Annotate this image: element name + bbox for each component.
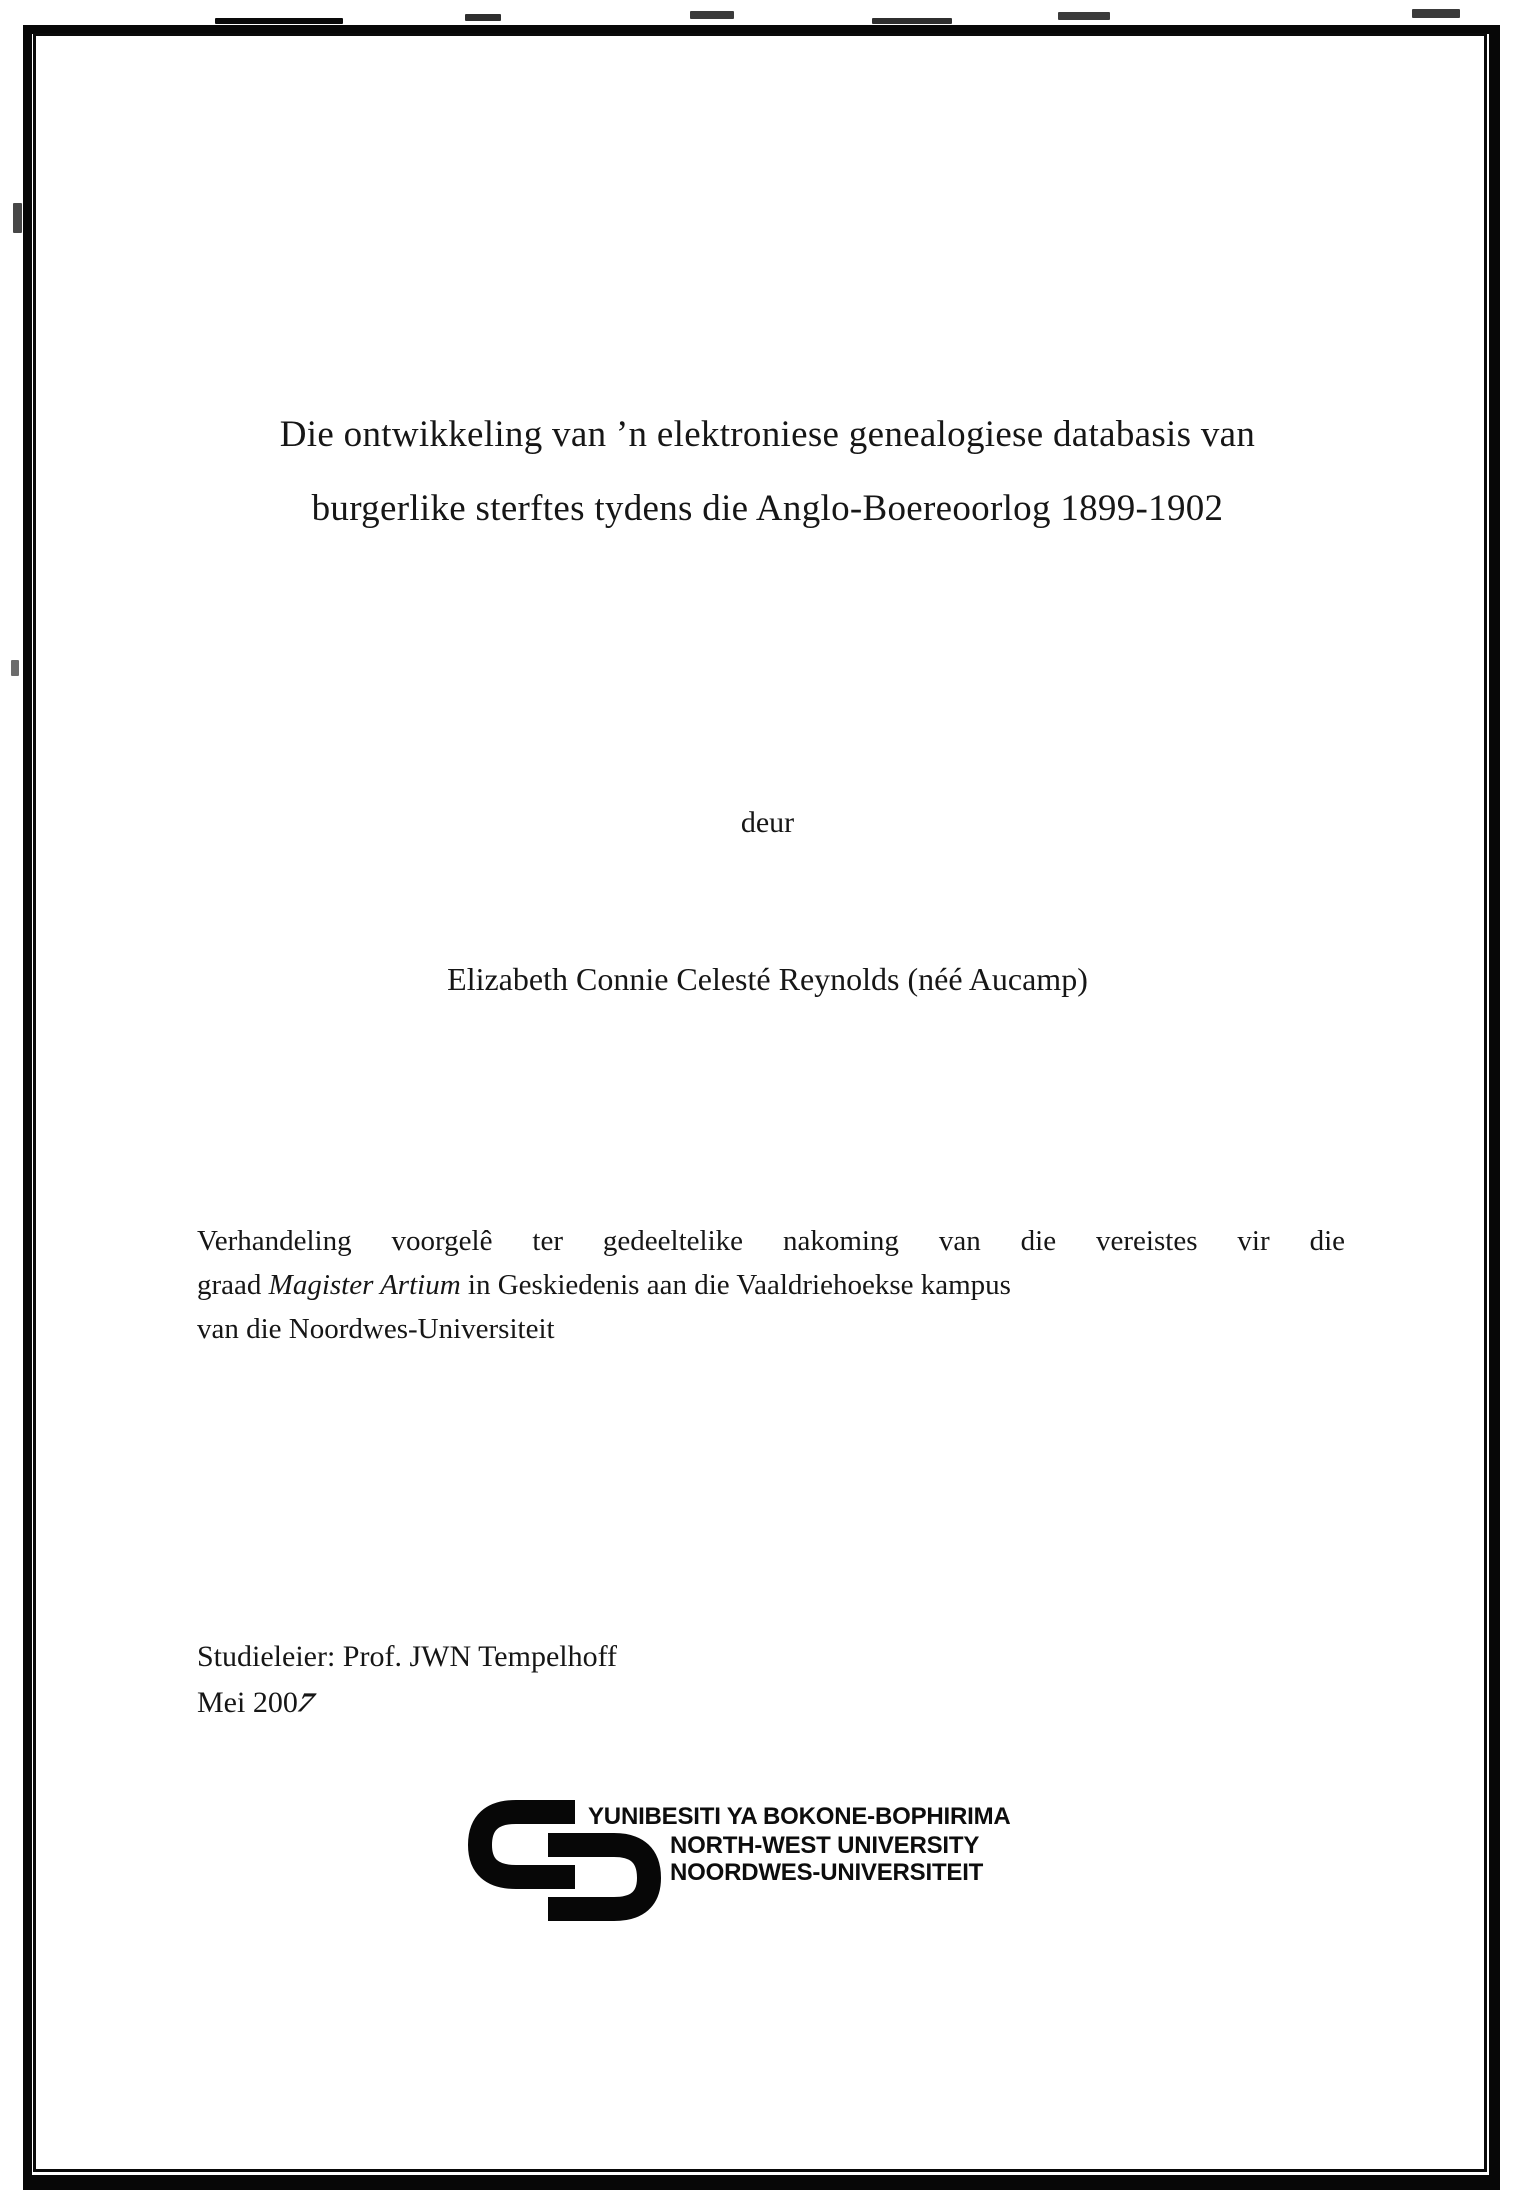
page-title — [190, 398, 1345, 546]
scan-noise-speck — [465, 14, 501, 21]
scan-noise-speck — [1058, 12, 1110, 20]
author-name: Elizabeth Connie Celesté Reynolds (néé Aucamp) — [447, 961, 1088, 997]
thesis-statement-line2 — [197, 1263, 1345, 1307]
supervisor-line: Studieleier: Prof. JWN Tempelhoff — [197, 1640, 618, 1673]
scan-noise-speck — [1412, 9, 1460, 18]
scan-noise-speck — [215, 18, 343, 24]
thesis-statement — [197, 1219, 1345, 1351]
scan-noise-speck — [13, 203, 22, 233]
byline-label: deur — [740, 806, 795, 839]
thesis-statement-line3: van die Noordwes-Universiteit — [197, 1313, 555, 1345]
logo-text-afrikaans: NOORDWES-UNIVERSITEIT — [670, 1859, 984, 1886]
date-line — [197, 1680, 1097, 1726]
page-title-line1: Die ontwikkeling van ’n elektroniese genealogiese databasis van — [279, 414, 1256, 455]
logo-text-english: NORTH-WEST UNIVERSITY — [670, 1832, 980, 1859]
thesis-statement-line1: Verhandeling voorgelê ter gedeeltelike nakoming van die vereistes vir die — [197, 1225, 1345, 1257]
logo-text-setswana: YUNIBESITI YA BOKONE-BOPHIRIMA — [588, 1803, 1011, 1830]
degree-name: Magister Artium — [268, 1269, 461, 1301]
scan-noise-speck — [690, 11, 734, 19]
scan-noise-speck — [872, 18, 952, 24]
page-title-line2: burgerlike sterftes tydens die Anglo-Boereoorlog 1899-1902 — [311, 488, 1224, 529]
scan-noise-speck — [11, 660, 19, 676]
date-last-digit: 7 — [291, 1687, 320, 1718]
thesis-statement-line2-pre: graad — [197, 1269, 269, 1301]
date-text: Mei 200 — [197, 1686, 298, 1719]
thesis-statement-line2-post: in Geskiedenis aan die Vaaldriehoekse kampus — [460, 1269, 1011, 1301]
